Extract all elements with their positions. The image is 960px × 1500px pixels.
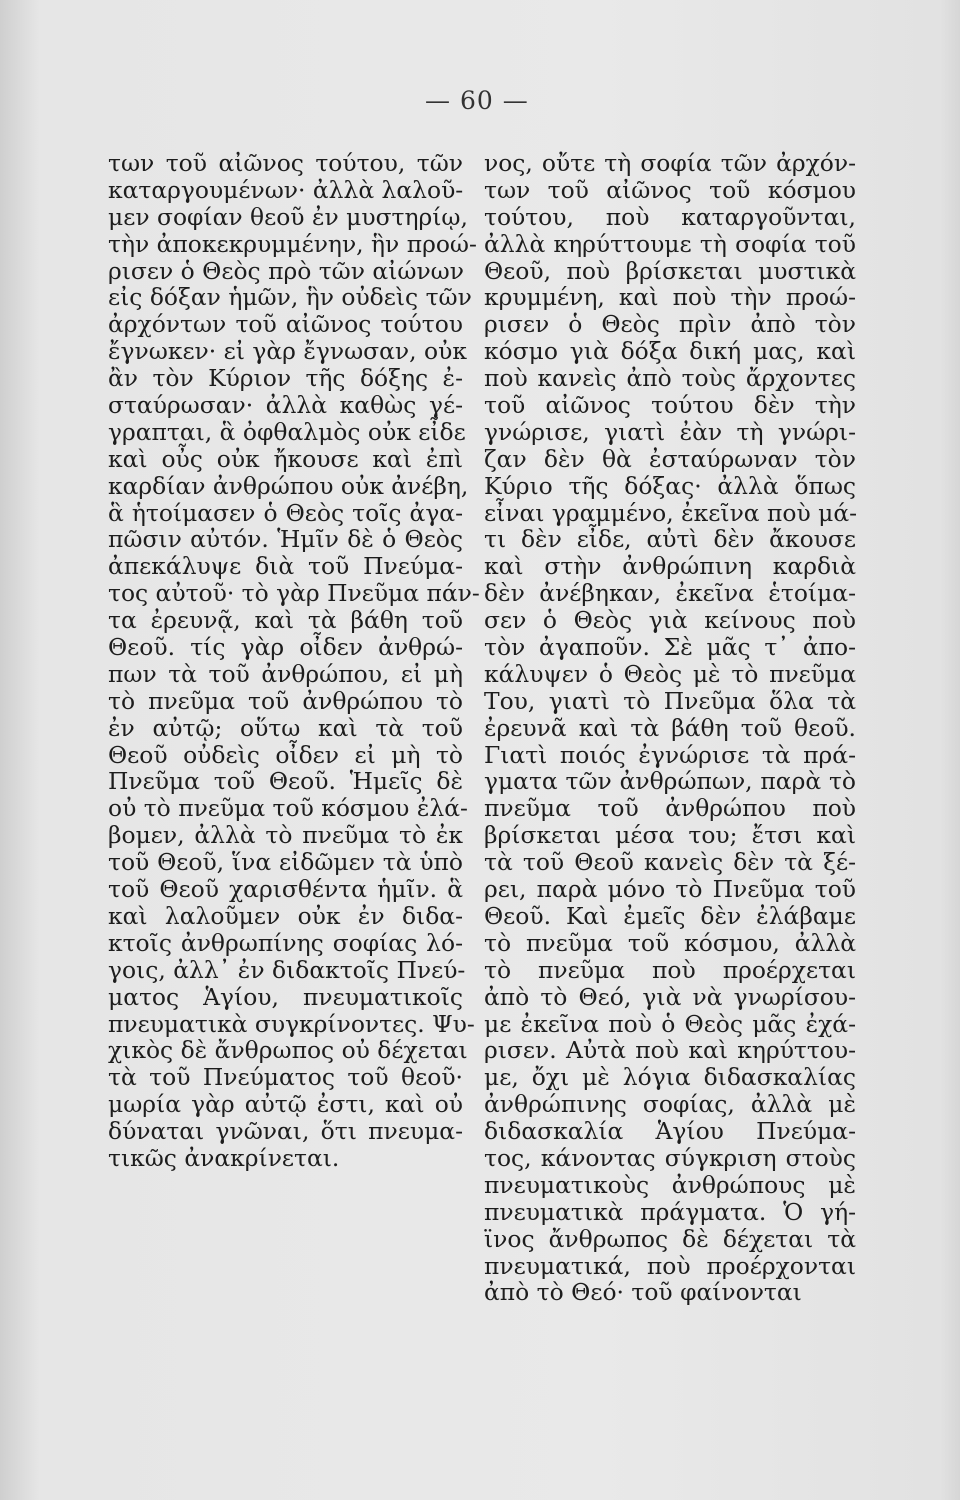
text-line: τὸ πνεῦμα τοῦ κόσμου, ἀλλὰ bbox=[484, 928, 856, 957]
text-line: καρδίαν ἀνθρώπου οὐκ ἀνέβη, bbox=[108, 471, 469, 500]
text-line: πνευματικὰ πράγματα. Ὁ γή- bbox=[484, 1197, 856, 1226]
text-line: μωρία γὰρ αὐτῷ ἐστι, καὶ οὐ bbox=[108, 1090, 463, 1119]
text-line: τὸ πνεῦμα ποὺ προέρχεται bbox=[484, 955, 856, 984]
page-header bbox=[0, 86, 960, 126]
text-line: με, ὄχι μὲ λόγια διδασκαλίας bbox=[484, 1063, 856, 1092]
text-line: τος, κάνοντας σύγκριση στοὺς bbox=[484, 1143, 856, 1172]
text-line: τικῶς ἀνακρίνεται. bbox=[108, 1143, 340, 1172]
text-line: τὴν ἀποκεκρυμμένην, ἣν προώ- bbox=[108, 229, 477, 258]
text-line: σεν ὁ Θεὸς γιὰ κείνους ποὺ bbox=[484, 606, 856, 635]
text-line: τὸν ἀγαποῦν. Σὲ μᾶς τ᾿ ἀπο- bbox=[484, 633, 856, 662]
text-line: γοις, ἀλλ᾿ ἐν διδακτοῖς Πνεύ- bbox=[108, 955, 466, 984]
text-line: ματος Ἁγίου, πνευματικοῖς bbox=[108, 982, 463, 1011]
text-line: Θεοῦ. Καὶ ἐμεῖς δὲν ἐλάβαμε bbox=[484, 901, 856, 930]
text-line: ἀλλὰ κηρύττουμε τὴ σοφία τοῦ bbox=[484, 229, 856, 258]
text-line: των τοῦ αἰῶνος τούτου, τῶν bbox=[108, 149, 463, 177]
right-column-modern-greek-translation bbox=[484, 150, 856, 1306]
text-line: πνεῦμα τοῦ ἀνθρώπου ποὺ bbox=[484, 794, 856, 823]
text-line: ἔγνωκεν· εἰ γὰρ ἔγνωσαν, οὐκ bbox=[108, 337, 467, 366]
text-line: ἀπεκάλυψε διὰ τοῦ Πνεύμα- bbox=[108, 552, 463, 581]
text-line: ἐρευνᾶ καὶ τὰ βάθη τοῦ θεοῦ. bbox=[484, 713, 856, 742]
text-line: τούτου, ποὺ καταργοῦνται, bbox=[484, 202, 856, 231]
text-line: βρίσκεται μέσα του; ἔτσι καὶ bbox=[484, 821, 856, 850]
text-line: οὐ τὸ πνεῦμα τοῦ κόσμου ἐλά- bbox=[108, 794, 468, 823]
text-line: ἐν αὐτῷ; οὕτω καὶ τὰ τοῦ bbox=[108, 713, 463, 742]
text-line: κτοῖς ἀνθρωπίνης σοφίας λό- bbox=[108, 928, 463, 957]
text-line: πνευματικά, ποὺ προέρχονται bbox=[484, 1251, 856, 1280]
text-line: καταργουμένων· ἀλλὰ λαλοῦ- bbox=[108, 175, 464, 204]
text-line: ἀνθρώπινης σοφίας, ἀλλὰ μὲ bbox=[484, 1090, 856, 1119]
text-line: δύναται γνῶναι, ὅτι πνευμα- bbox=[108, 1117, 463, 1146]
left-column-ancient-greek-text bbox=[108, 149, 480, 1172]
text-line: ποὺ κανεὶς ἀπὸ τοὺς ἄρχοντες bbox=[484, 364, 856, 393]
text-line: δὲν ἀνέβηκαν, ἐκεῖνα ἑτοίμα- bbox=[484, 579, 856, 608]
text-line: Θεοῦ οὐδεὶς οἶδεν εἰ μὴ τὸ bbox=[108, 740, 463, 769]
text-line: τὰ τοῦ Θεοῦ κανεὶς δὲν τὰ ξέ- bbox=[484, 848, 856, 877]
text-line: τοῦ Θεοῦ, ἵνα εἰδῶμεν τὰ ὑπὸ bbox=[108, 848, 463, 877]
text-line: κάλυψεν ὁ Θεὸς μὲ τὸ πνεῦμα bbox=[484, 659, 856, 688]
text-line: Πνεῦμα τοῦ Θεοῦ. Ἡμεῖς δὲ bbox=[108, 767, 463, 796]
text-line: τὰ τοῦ Πνεύματος τοῦ θεοῦ· bbox=[108, 1063, 463, 1092]
text-line: ρισεν. Αὐτὰ ποὺ καὶ κηρύττου- bbox=[484, 1036, 856, 1065]
text-line: τος αὐτοῦ· τὸ γὰρ Πνεῦμα πάν- bbox=[108, 579, 480, 608]
text-line: διδασκαλία Ἁγίου Πνεύμα- bbox=[484, 1117, 856, 1146]
text-line: ἂν τὸν Κύριον τῆς δόξης ἐ- bbox=[108, 364, 463, 393]
text-line: πνευματικὰ συγκρίνοντες. Ψυ- bbox=[108, 1009, 475, 1038]
text-line: τοῦ Θεοῦ χαρισθέντα ἡμῖν. ἃ bbox=[108, 875, 463, 904]
text-line: των τοῦ αἰῶνος τοῦ κόσμου bbox=[484, 175, 856, 204]
text-line: καὶ λαλοῦμεν οὐκ ἐν διδα- bbox=[108, 901, 463, 930]
text-line: πων τὰ τοῦ ἀνθρώπου, εἰ μὴ bbox=[108, 659, 463, 688]
text-line: πνευματικοὺς ἀνθρώπους μὲ bbox=[484, 1170, 856, 1199]
text-line: εἶναι γραμμένο, ἐκεῖνα ποὺ μά- bbox=[484, 498, 858, 527]
text-line: Θεοῦ, ποὺ βρίσκεται μυστικὰ bbox=[484, 256, 856, 285]
text-line: μεν σοφίαν θεοῦ ἐν μυστηρίῳ, bbox=[108, 202, 468, 231]
text-line: ρισεν ὁ Θεὸς πρὶν ἀπὸ τὸν bbox=[484, 310, 856, 339]
text-line: σταύρωσαν· ἀλλὰ καθὼς γέ- bbox=[108, 391, 463, 420]
text-line: νος, οὔτε τὴ σοφία τῶν ἀρχόν- bbox=[484, 149, 856, 177]
text-line: τοῦ αἰῶνος τούτου δὲν τὴν bbox=[484, 391, 856, 420]
text-line: τι δὲν εἶδε, αὐτὶ δὲν ἄκουσε bbox=[484, 525, 856, 554]
text-line: καὶ στὴν ἀνθρώπινη καρδιὰ bbox=[484, 552, 856, 581]
text-line: ϊνος ἄνθρωπος δὲ δέχεται τὰ bbox=[484, 1224, 856, 1253]
text-line: τὸ πνεῦμα τοῦ ἀνθρώπου τὸ bbox=[108, 686, 463, 715]
text-line: βομεν, ἀλλὰ τὸ πνεῦμα τὸ ἐκ bbox=[108, 821, 463, 850]
text-line: ζαν δὲν θὰ ἐσταύρωναν τὸν bbox=[484, 444, 856, 473]
text-line: ἃ ἡτοίμασεν ὁ Θεὸς τοῖς ἀγα- bbox=[108, 498, 463, 527]
text-line: ἀπὸ τὸ Θεό· τοῦ φαίνονται bbox=[484, 1278, 802, 1307]
text-line: Θεοῦ. τίς γὰρ οἶδεν ἀνθρώ- bbox=[108, 633, 463, 662]
text-line: ἀρχόντων τοῦ αἰῶνος τούτου bbox=[108, 310, 463, 339]
text-line: πῶσιν αὐτόν. Ἡμῖν δὲ ὁ Θεὸς bbox=[108, 525, 463, 554]
text-line: Κύριο τῆς δόξας· ἀλλὰ ὅπως bbox=[484, 471, 856, 500]
text-line: γνώρισε, γιατὶ ἐὰν τὴ γνώρι- bbox=[484, 417, 856, 446]
page-number: — 60 — bbox=[425, 86, 529, 115]
text-line: ρισεν ὁ Θεὸς πρὸ τῶν αἰώνων bbox=[108, 256, 464, 285]
text-line: κρυμμένη, καὶ ποὺ τὴν προώ- bbox=[484, 283, 856, 312]
text-line: τα ἐρευνᾷ, καὶ τὰ βάθη τοῦ bbox=[108, 606, 463, 635]
text-line: με ἐκεῖνα ποὺ ὁ Θεὸς μᾶς ἐχά- bbox=[484, 1009, 856, 1038]
text-line: γματα τῶν ἀνθρώπων, παρὰ τὸ bbox=[484, 767, 856, 796]
text-line: Γιατὶ ποιός ἐγνώρισε τὰ πρά- bbox=[484, 740, 856, 769]
text-line: ρει, παρὰ μόνο τὸ Πνεῦμα τοῦ bbox=[484, 875, 856, 904]
text-line: κόσμο γιὰ δόξα δική μας, καὶ bbox=[484, 337, 856, 366]
text-line: καὶ οὖς οὐκ ἤκουσε καὶ ἐπὶ bbox=[108, 444, 463, 473]
text-line: γραπται, ἃ ὀφθαλμὸς οὐκ εἶδε bbox=[108, 417, 466, 446]
text-line: εἰς δόξαν ἡμῶν, ἣν οὐδεὶς τῶν bbox=[108, 283, 472, 312]
text-line: Του, γιατὶ τὸ Πνεῦμα ὅλα τὰ bbox=[484, 686, 856, 715]
text-line: ἀπὸ τὸ Θεό, γιὰ νὰ γνωρίσου- bbox=[484, 982, 856, 1011]
text-line: χικὸς δὲ ἄνθρωπος οὐ δέχεται bbox=[108, 1036, 468, 1065]
